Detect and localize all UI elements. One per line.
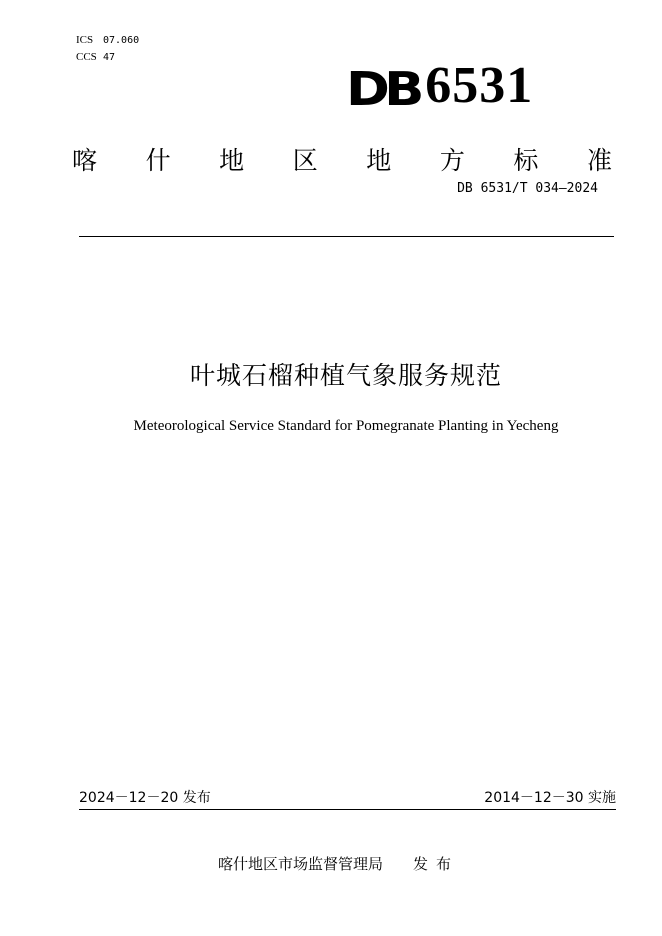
ics-label: ICS	[76, 34, 94, 46]
standard-type-char: 地	[219, 146, 245, 175]
standard-type-char: 什	[145, 146, 171, 175]
top-divider	[79, 236, 614, 237]
standard-type-char: 地	[366, 146, 392, 175]
document-title-zh: 叶城石榴种植气象服务规范	[189, 361, 502, 390]
standard-type-char: 准	[586, 146, 612, 175]
publisher-line	[218, 853, 459, 875]
ics-code: 07.060	[103, 35, 140, 46]
ccs-label: CCS	[76, 51, 97, 63]
ccs-line	[76, 49, 139, 66]
standard-number: DB 6531/T 034—2024	[457, 181, 598, 196]
publish-date: 2024－12－20 发布	[79, 790, 211, 806]
standard-type-char: 方	[439, 146, 465, 175]
classification-codes	[76, 32, 139, 66]
db-logo	[346, 56, 534, 116]
date-row	[79, 788, 616, 808]
standard-type-char: 区	[292, 146, 318, 175]
standard-type-heading	[72, 145, 612, 177]
document-title-en: Meteorological Service Standard for Pomegranate Planting in Yecheng	[133, 418, 559, 434]
standard-type-char: 标	[513, 146, 539, 175]
publisher-name: 喀什地区市场监督管理局	[218, 855, 384, 873]
implement-date: 2014－12－30 实施	[484, 790, 616, 806]
standard-type-char: 喀	[72, 146, 98, 175]
ics-line	[76, 32, 139, 49]
db-logo-prefix: DB	[346, 62, 419, 116]
ccs-code: 47	[103, 52, 116, 63]
db-logo-code: 6531	[425, 57, 534, 114]
bottom-divider	[79, 809, 616, 810]
issue-label: 发布	[413, 855, 460, 873]
